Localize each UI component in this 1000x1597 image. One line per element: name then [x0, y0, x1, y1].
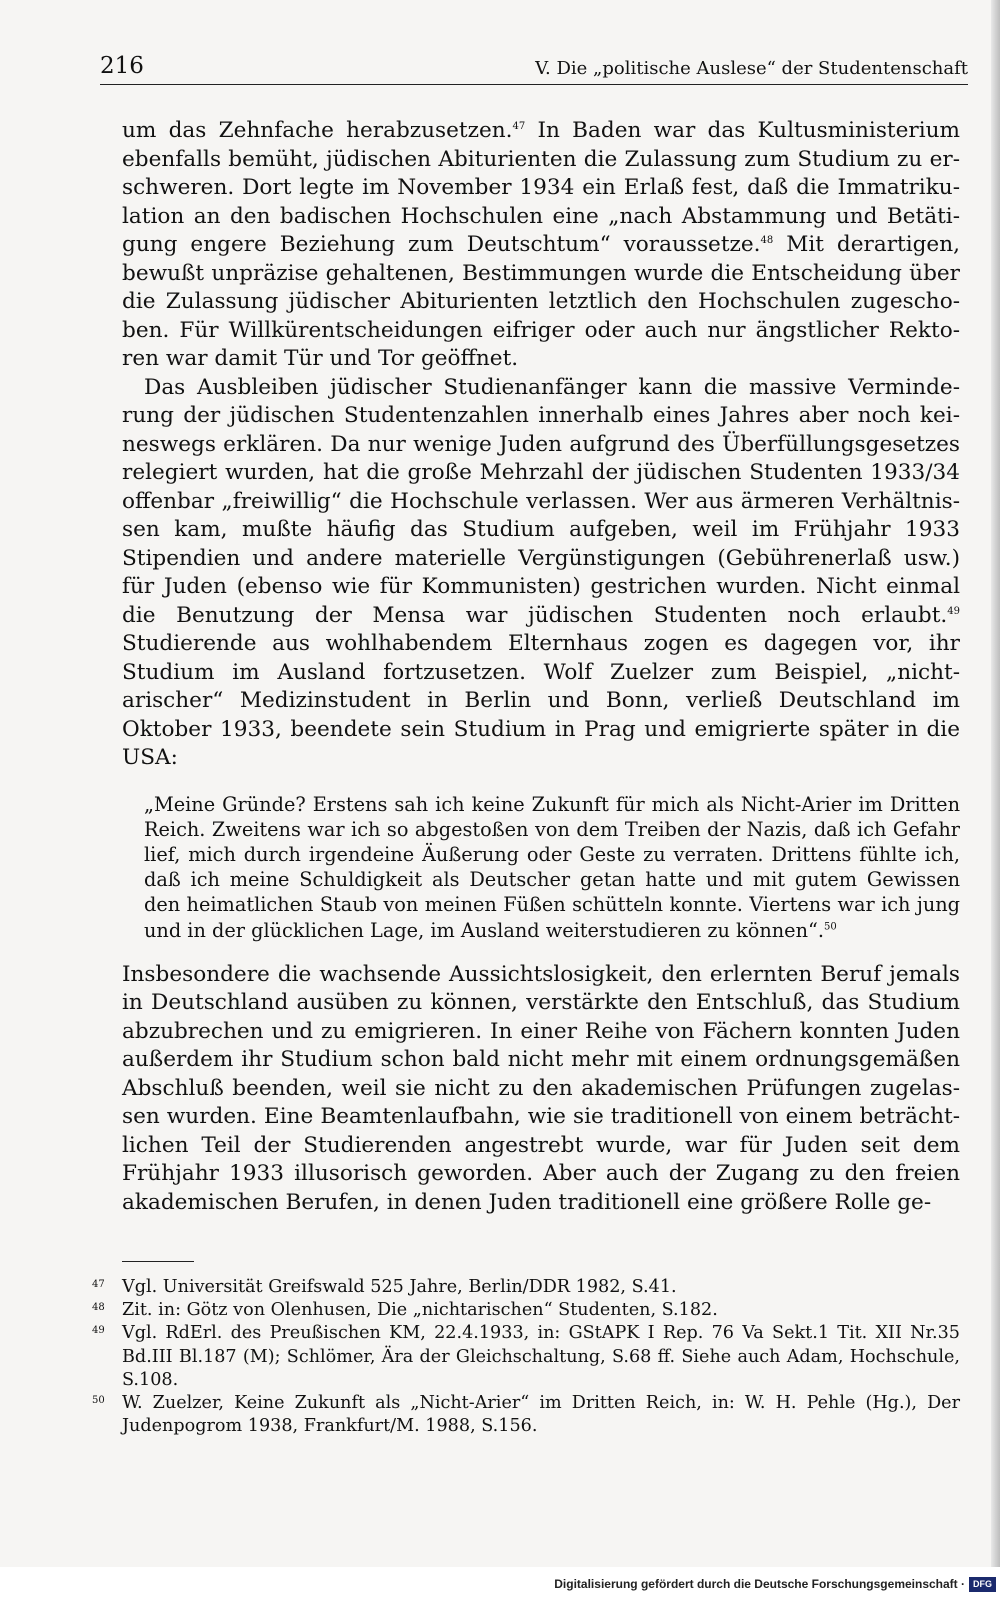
footnote-number: 50: [92, 1395, 105, 1407]
footnote-text: Vgl. Universität Greifswald 525 Jahre, Berlin/DDR 1982, S.41.: [122, 1277, 677, 1297]
main-text: [122, 117, 960, 1217]
footnote-rule: [122, 1261, 194, 1262]
footnote-number: 48: [92, 1302, 105, 1314]
footnote-ref-47[interactable]: 47: [512, 120, 526, 132]
chapter-title: V. Die „politische Auslese“ der Studentenschaft: [535, 58, 968, 79]
footnote-50: [92, 1392, 960, 1438]
page-number: 216: [100, 53, 144, 79]
block-quote: „Meine Gründe? Erstens sah ich keine Zukunft für mich als Nicht-Arier im Dritten Reich. Zweitens war ich so abgestoßen von dem Treiben der Nazis, daß ich Gefahr lief, mich durch irgendeine Äußerung oder Geste zu verraten. Drittens fühlte ich, daß ich meine Schuldigkeit als Deutscher getan hatte und mit gutem Gewissen den heimatlichen Staub von meinen Füßen schütteln konnte. Viertens war ich jung und in der glücklichen Lage, im Ausland weiterstudieren zu können“.$^{50}$: [144, 792, 960, 942]
footnote-ref-49[interactable]: 49: [947, 605, 960, 617]
footnote-49: [92, 1322, 960, 1392]
footnote-number: 47: [92, 1279, 105, 1290]
header-rule: [100, 84, 968, 85]
footnote-47: [92, 1276, 960, 1299]
footnote-text: Vgl. RdErl. des Preußischen KM, 22.4.1933, in: GStAPK I Rep. 76 Va Sekt.1 Tit. XII Nr.35 Bd.III Bl.187 (M); Schlömer, Ära der Gleichschaltung, S.68 ff. Siehe auch Adam, Hochschule, S.108.: [122, 1323, 960, 1390]
digitization-credit-bar: [0, 1567, 1000, 1597]
footnote-number: 49: [92, 1325, 105, 1337]
page-edge-shadow: [991, 0, 1000, 1597]
running-head: [100, 51, 968, 85]
dfg-logo-icon: DFG: [969, 1577, 996, 1592]
footnote-text: W. Zuelzer, Keine Zukunft als „Nicht-Arier“ im Dritten Reich, in: W. H. Pehle (Hg.), Der Judenpogrom 1938, Frankfurt/M. 1988, S.156.: [122, 1393, 960, 1437]
footnotes: [92, 1276, 960, 1438]
credit-text: Digitalisierung gefördert durch die Deutsche Forschungsgemeinschaft ·: [554, 1577, 965, 1591]
footnote-ref-48[interactable]: 48: [760, 234, 774, 246]
footnote-ref-50[interactable]: 50: [823, 921, 837, 933]
paragraph-3: Insbesondere die wachsende Aussichtslosigkeit, den erlernten Beruf jemals in Deutschland ausüben zu können, verstärkte den Entschluß, das Studium abzubrechen und zu emigrieren. In einer Reihe von Fächern konnten Juden außerdem ihr Studium schon bald nicht mehr mit einem ordnungsgemäßen Abschluß beenden, weil sie nicht zu den akademischen Prüfungen zugelassen wurden. Eine Beamtenlaufbahn, wie sie traditionell von einem beträchtlichen Teil der Studierenden angestrebt wurde, war für Juden seit dem Frühjahr 1933 illusorisch geworden. Aber auch der Zugang zu den freien akademischen Berufen, in denen Juden traditionell eine größere Rolle ge-: [122, 961, 960, 1215]
paragraph-2: Das Ausbleiben jüdischer Studienanfänger kann die massive Verminderung der jüdischen Studentenzahlen innerhalb eines Jahres aber noch keineswegs erklären. Da nur wenige Juden aufgrund des Überfüllungsgesetzes relegiert wurden, hat die große Mehrzahl der jüdischen Studenten 1933/34 offenbar „freiwillig“ die Hochschule verlassen. Wer aus ärmeren Verhältnissen kam, mußte häufig das Studium aufgeben, weil im Frühjahr 1933 Stipendien und andere materielle Vergünstigungen (Gebührenerlaß usw.) für Juden (ebenso wie für Kommunisten) gestrichen wurden. Nicht einmal die Benutzung der Mensa war jüdischen Studenten noch erlaubt.$^{49}$ Studierende aus wohlhabendem Elternhaus zogen es dagegen vor, ihr Studium im Ausland fortzusetzen. Wolf Zuelzer zum Beispiel, „nichtarischer“ Medizinstudent in Berlin und Bonn, verließ Deutschland im Oktober 1933, beendete sein Studium in Prag und emigrierte später in die USA:: [122, 374, 960, 770]
footnote-text: Zit. in: Götz von Olenhusen, Die „nichtarischen“ Studenten, S.182.: [122, 1300, 718, 1321]
paragraph-1: um das Zehnfache herabzusetzen.$^{47}$ In Baden war das Kultusministerium ebenfalls bemüht, jüdischen Abiturienten die Zulassung zum Studium zu erschweren. Dort legte im November 1934 ein Erlaß fest, daß die Immatrikulation an den badischen Hochschulen eine „nach Abstammung und Betätigung engere Beziehung zum Deutschtum“ voraussetze.$^{48}$ Mit derartigen, bewußt unpräzise gehaltenen, Bestimmungen wurde die Entscheidung über die Zulassung jüdischer Abiturienten letztlich den Hochschulen zugeschoben. Für Willkürentscheidungen eifriger oder auch nur ängstlicher Rektoren war damit Tür und Tor geöffnet.: [122, 118, 960, 371]
footnote-48: [92, 1299, 960, 1322]
